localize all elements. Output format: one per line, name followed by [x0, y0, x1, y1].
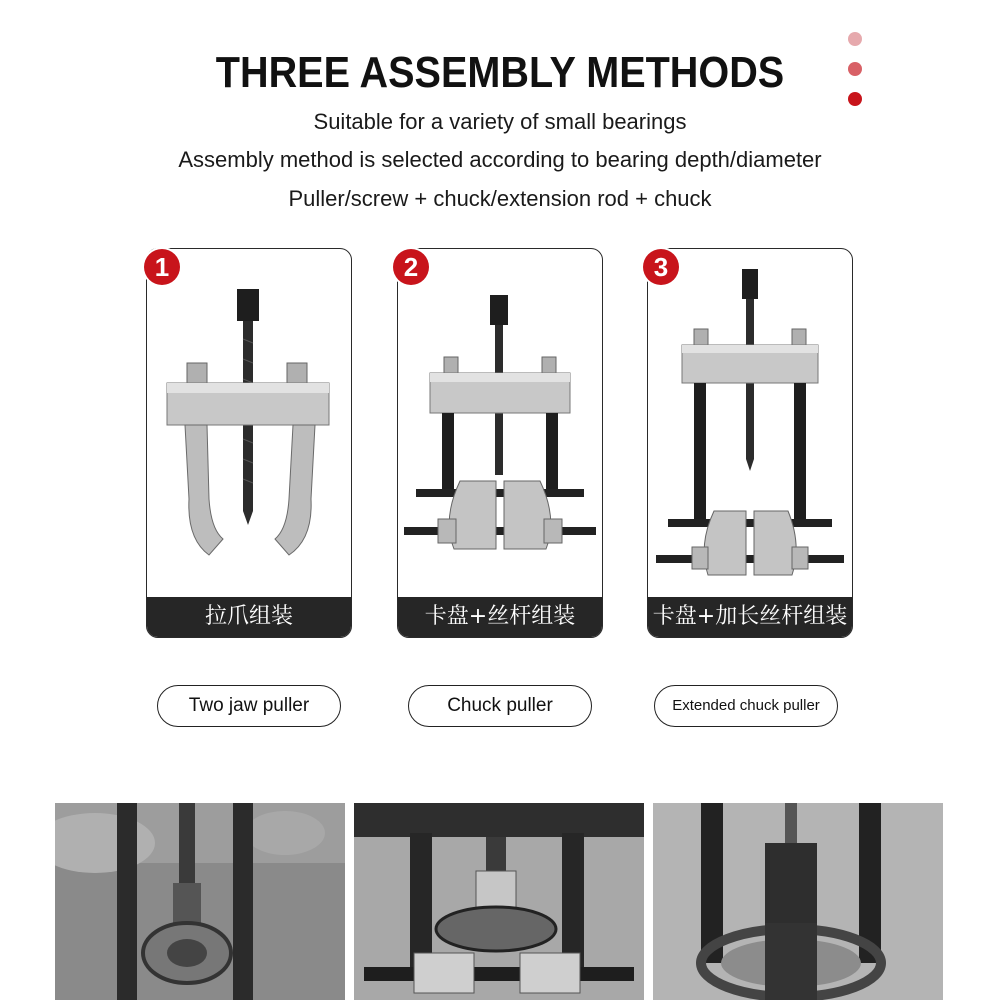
two-jaw-puller-illustration — [147, 249, 351, 595]
dot-light — [848, 32, 862, 46]
method-label-1: Two jaw puller — [157, 685, 341, 727]
method-caption-3: 卡盘+加长丝杆组装 — [648, 597, 852, 637]
method-card-3 — [647, 248, 853, 638]
method-caption-1: 拉爪组装 — [147, 597, 351, 637]
extended-chuck-puller-illustration — [648, 249, 852, 595]
photo-extended-chuck-puller-in-use — [653, 803, 943, 1000]
method-card-2 — [397, 248, 603, 638]
subtitle-line-3: Puller/screw + chuck/extension rod + chuck — [288, 186, 712, 211]
photo-two-jaw-puller-in-use — [55, 803, 345, 1000]
method-caption-2: 卡盘+丝杆组装 — [398, 597, 602, 637]
subtitle-line-1: Suitable for a variety of small bearings — [313, 109, 687, 134]
method-label-3: Extended chuck puller — [654, 685, 838, 727]
method-number-badge-3: 3 — [643, 249, 679, 285]
method-label-2: Chuck puller — [408, 685, 592, 727]
chuck-puller-illustration — [398, 249, 602, 595]
method-card-1 — [146, 248, 352, 638]
page-title: THREE ASSEMBLY METHODS — [215, 48, 785, 97]
method-number-badge-1: 1 — [144, 249, 180, 285]
method-number-badge-2: 2 — [393, 249, 429, 285]
subtitle-line-2: Assembly method is selected according to bearing depth/diameter — [178, 147, 822, 172]
photo-chuck-puller-in-use — [354, 803, 644, 1000]
